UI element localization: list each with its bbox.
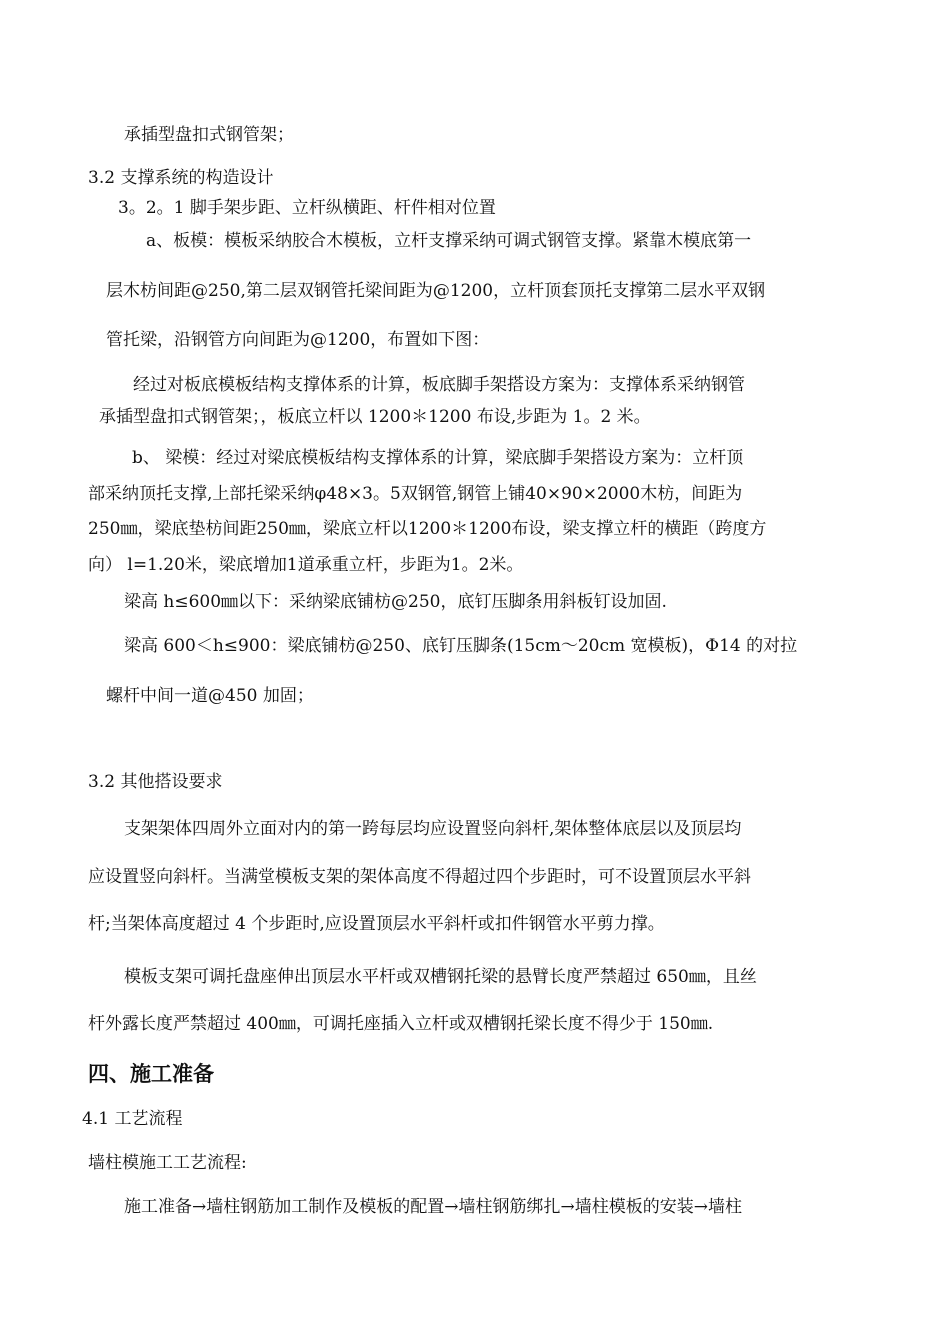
body-text-line: 承插型盘扣式钢管架；: [124, 125, 294, 145]
body-text-line: a、板模：模板采纳胶合木模板，立杆支撑采纳可调式钢管支撑。紧靠木模底第一: [146, 231, 752, 251]
subsection-title: 3.2 其他搭设要求: [88, 772, 223, 792]
body-text-line: 层木枋间距@250,第二层双钢管托梁间距为@1200，立杆顶套顶托支撑第二层水平双钢: [106, 281, 766, 301]
body-text-line: 管托梁，沿钢管方向间距为@1200，布置如下图：: [106, 330, 490, 350]
subsection-title: 3。2。1 脚手架步距、立杆纵横距、杆件相对位置: [118, 198, 496, 218]
section-heading: 四、施工准备: [88, 1062, 214, 1086]
body-text-line: 杆;当架体高度超过 4 个步距时,应设置顶层水平斜杆或扣件钢管水平剪力撑。: [88, 914, 665, 934]
body-text-line: 梁高 h≤600㎜以下：采纳梁底铺枋@250，底钉压脚条用斜板钉设加固.: [124, 592, 667, 612]
body-text-line: 向） l=1.20米，梁底增加1道承重立杆，步距为1。2米。: [88, 555, 524, 575]
body-text-line: 支架架体四周外立面对内的第一跨每层均应设置竖向斜杆,架体整体底层以及顶层均: [124, 819, 742, 839]
body-text-line: 250㎜，梁底垫枋间距250㎜，梁底立杆以1200＊1200布设，梁支撑立杆的横距（跨度方: [88, 519, 767, 539]
body-text-line: 螺杆中间一道@450 加固；: [106, 686, 314, 706]
body-text-line: 墙柱模施工工艺流程:: [88, 1153, 247, 1173]
body-text-line: 部采纳顶托支撑,上部托梁采纳φ48×3。5双钢管,钢管上铺40×90×2000木枋，间距为: [88, 484, 743, 504]
body-text-line: 经过对板底模板结构支撑体系的计算，板底脚手架搭设方案为：支撑体系采纳钢管: [133, 375, 745, 395]
body-text-line: 杆外露长度严禁超过 400㎜，可调托座插入立杆或双槽钢托梁长度不得少于 150㎜.: [88, 1014, 714, 1034]
body-text-line: 梁高 600＜h≤900：梁底铺枋@250、底钉压脚条(15cm～20cm 宽模板)，Φ14 的对拉: [124, 636, 798, 656]
body-text-line: 应设置竖向斜杆。当满堂模板支架的架体高度不得超过四个步距时，可不设置顶层水平斜: [88, 867, 751, 887]
body-text-line: b、 梁模：经过对梁底模板结构支撑体系的计算，梁底脚手架搭设方案为：立杆顶: [132, 448, 744, 468]
subsection-title: 4.1 工艺流程: [82, 1109, 183, 1129]
body-text-line: 施工准备→墙柱钢筋加工制作及模板的配置→墙柱钢筋绑扎→墙柱模板的安装→墙柱: [124, 1197, 742, 1217]
body-text-line: 模板支架可调托盘座伸出顶层水平杆或双槽钢托梁的悬臂长度严禁超过 650㎜，且丝: [124, 967, 757, 987]
subsection-title: 3.2 支撑系统的构造设计: [88, 168, 274, 188]
body-text-line: 承插型盘扣式钢管架；，板底立杆以 1200＊1200 布设,步距为 1。2 米。: [99, 407, 651, 427]
